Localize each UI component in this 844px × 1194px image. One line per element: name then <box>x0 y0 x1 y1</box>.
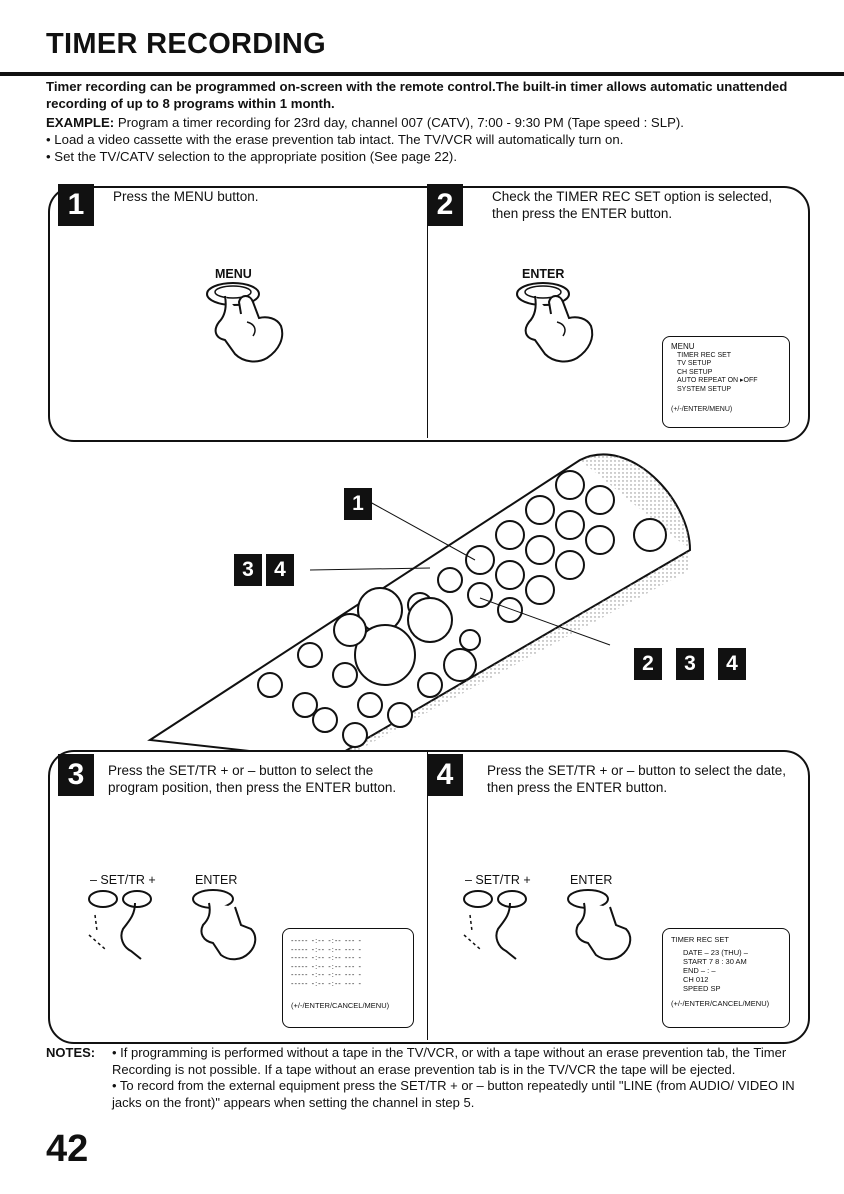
set-tr-button-label: – SET/TR + <box>90 873 156 887</box>
step-2-number: 2 <box>427 184 463 226</box>
step-4-number: 4 <box>427 754 463 796</box>
notes-text <box>112 1045 812 1111</box>
set-tr-button-label: – SET/TR + <box>465 873 531 887</box>
step-2-text: Check the TIMER REC SET option is selected, then press the ENTER button. <box>492 189 773 221</box>
enter-button-label: ENTER <box>522 267 565 281</box>
example-text: Program a timer recording for 23rd day, channel 007 (CATV), 7:00 - 9:30 PM (Tape speed : SLP). <box>117 115 684 130</box>
screen-line: TV SETUP <box>677 360 712 367</box>
screen-line: START 7 8 : 30 AM <box>683 957 747 966</box>
remote-tag-1: 1 <box>344 488 372 520</box>
screen-line: ----- -:-- -:-- --- - <box>291 936 362 945</box>
example-label: EXAMPLE: <box>46 115 115 130</box>
hand-press-icon <box>75 885 175 965</box>
intro <box>46 78 816 165</box>
screen-line: ----- -:-- -:-- --- - <box>291 953 362 962</box>
screen-line: (+/-/ENTER/CANCEL/MENU) <box>291 1001 390 1010</box>
step-3-number: 3 <box>58 754 94 796</box>
timer-rec-set-screen <box>662 928 790 1028</box>
screen-line: SYSTEM SETUP <box>677 385 732 393</box>
page-number: 42 <box>46 1128 89 1170</box>
screen-line: END – : – <box>683 966 716 975</box>
hand-press-icon <box>185 885 265 965</box>
step-3-text: Press the SET/TR + or – button to select the program position, then press the ENTER button. <box>108 763 397 795</box>
title-rule <box>0 72 844 76</box>
remote-tag-4: 4 <box>718 648 746 680</box>
remote-tag-3: 3 <box>234 554 262 586</box>
screen-line: ----- -:-- -:-- --- - <box>291 970 362 979</box>
screen-line: DATE – 23 (THU) – <box>683 948 748 957</box>
enter-button-label: ENTER <box>195 873 238 887</box>
menu-screen <box>662 336 790 428</box>
intro-lead: Timer recording can be programmed on-screen with the remote control.The built-in timer allows automatic unattended recording of up to 8 programs within 1 month. <box>46 79 788 111</box>
note-item: • If programming is performed without a tape in the TV/VCR, or with a tape without an erase prevention tab, the Timer Recording is not possible. If a tape without an erase prevention tab is in the TV/VCR the tape will be ejected. <box>112 1045 787 1077</box>
hand-press-icon <box>450 885 550 965</box>
screen-line: ----- -:-- -:-- --- - <box>291 978 362 988</box>
remote-control-illustration <box>130 440 710 760</box>
hand-press-icon <box>505 278 605 368</box>
menu-button-label: MENU <box>215 267 252 281</box>
note-item: • To record from the external equipment press the SET/TR + or – button repeatedly until "LINE (from AUDIO/ VIDEO IN jacks on the front)" appears when setting the channel in step 5. <box>112 1078 795 1110</box>
screen-line: TIMER REC SET <box>677 351 732 359</box>
step-1-text: Press the MENU button. <box>113 189 259 204</box>
screen-line: (+/-/ENTER/CANCEL/MENU) <box>671 999 770 1008</box>
timer-list-screen <box>282 928 414 1028</box>
enter-button-label: ENTER <box>570 873 613 887</box>
screen-line: (+/-/ENTER/MENU) <box>671 406 733 413</box>
intro-bullet: • Load a video cassette with the erase prevention tab intact. The TV/VCR will automatically turn on. <box>46 132 624 147</box>
screen-line: ----- -:-- -:-- --- - <box>291 961 362 971</box>
step-1-number: 1 <box>58 184 94 226</box>
screen-line: AUTO REPEAT ON ▸OFF <box>677 377 758 384</box>
hand-press-icon <box>560 885 640 965</box>
screen-line: CH 012 <box>683 975 709 984</box>
screen-line: TIMER REC SET <box>671 935 729 944</box>
screen-line: MENU <box>671 342 695 351</box>
remote-tag-2: 2 <box>634 648 662 680</box>
screen-line: CH SETUP <box>677 368 713 376</box>
remote-tag-4: 4 <box>266 554 294 586</box>
hand-press-icon <box>195 278 295 368</box>
screen-line: SPEED SP <box>683 984 721 993</box>
screen-line: ----- -:-- -:-- --- - <box>291 944 362 954</box>
remote-tag-3: 3 <box>676 648 704 680</box>
intro-bullet: • Set the TV/CATV selection to the appropriate position (See page 22). <box>46 149 457 164</box>
page-title: TIMER RECORDING <box>46 28 326 60</box>
notes-label: NOTES: <box>46 1045 96 1060</box>
step-4-text: Press the SET/TR + or – button to select the date, then press the ENTER button. <box>487 763 787 795</box>
